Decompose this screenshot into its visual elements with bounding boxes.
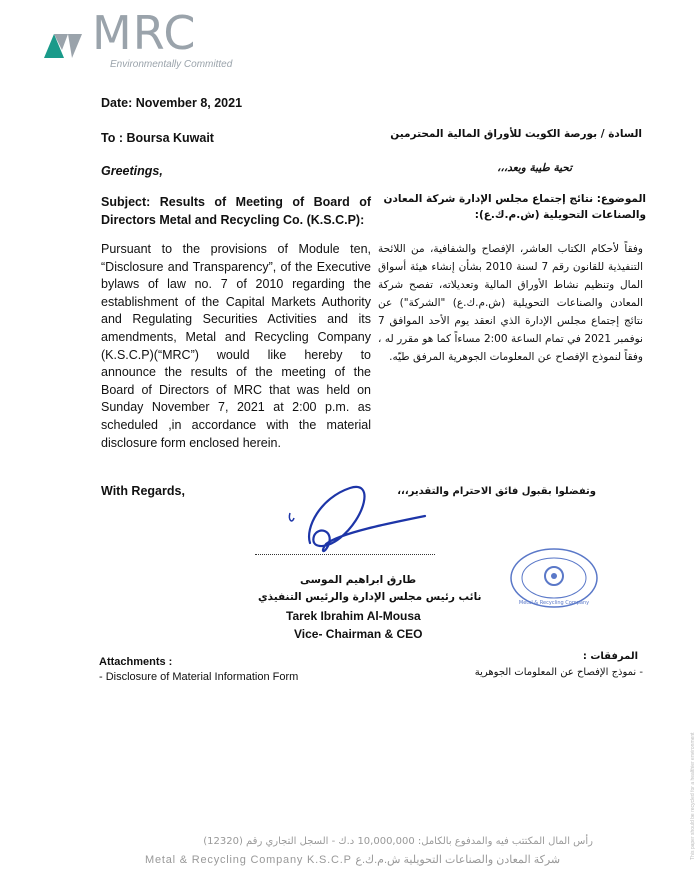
letter-date: Date: November 8, 2021 — [101, 96, 243, 110]
arabic-signatory-name: طارق ابراهيم الموسى — [300, 574, 417, 586]
body-text: Pursuant to the provisions of Module ten, “Disclosure and Transparency”, of the Executive bylaws of law no. 7 of 2010 regarding the establishment of the Capital Markets Authority and Regulating Securities Activities and its amendments, Metal and Recycling Company (K.S.C.P)(“MRC”) would like hereby to announce the results of the meeting of the Board of Directors of MRC that was held on Sunday November 7, 2021 at 2:00 p.m. as scheduled ,in accordance with the material disclosure form enclosed herein. — [101, 242, 371, 450]
stamp-text: Metal & Recycling Company — [518, 600, 590, 606]
attachments-label: Attachments : — [99, 656, 173, 668]
subject: Subject: Results of Meeting of Board of Directors Metal and Recycling Co. (K.S.C.P): — [101, 195, 371, 227]
side-recycle-note: This paper should be recycled for a healthier environment — [690, 732, 696, 860]
footer-capital-line: رأس المال المكتتب فيه والمدفوع بالكامل: 10,000,000 د.ك - السجل التجاري رقم (12320) — [203, 836, 593, 847]
arabic-signatory-title: نائب رئيس مجلس الإدارة والرئيس التنفيذي — [258, 591, 482, 603]
company-stamp — [508, 546, 600, 610]
arabic-attachments-label: المرفقات : — [582, 651, 638, 662]
arabic-greeting: تحية طيبة وبعد،،، — [497, 162, 572, 174]
closing-regards: With Regards, — [101, 484, 185, 498]
arabic-attachment-item: - نموذج الإفصاح عن المعلومات الجوهرية — [474, 667, 643, 678]
logo-tagline: Environmentally Committed — [110, 59, 233, 70]
logo-mark-icon — [42, 20, 90, 60]
greeting: Greetings, — [101, 164, 163, 178]
attachment-item: - Disclosure of Material Information Form — [99, 671, 299, 683]
footer-company-line: Metal & Recycling Company K.S.C.P شركة المعادن والصناعات التحويلية ش.م.ك.ع — [145, 854, 561, 866]
logo-wordmark: MRC — [92, 6, 197, 60]
signatory-name: Tarek Ibrahim Al-Mousa — [286, 609, 421, 623]
signatory-title: Vice- Chairman & CEO — [294, 627, 423, 641]
arabic-subject: الموضوع: نتائج إجتماع مجلس الإدارة شركة المعادن والصناعات التحويلية (ش.م.ك.ع): — [383, 193, 646, 221]
signature-line — [255, 554, 435, 555]
recipient: To : Boursa Kuwait — [101, 131, 214, 145]
arabic-recipient: السادة / بورصة الكويت للأوراق المالية المحترمين — [390, 128, 642, 140]
arabic-body-text: وفقاً لأحكام الكتاب العاشر، الإفصاح والشفافية، من اللائحة التنفيذية للقانون رقم 7 لسنة 2010 بشأن إنشاء هيئة أسواق المال وتنظيم نشاط الأوراق المالية وتعديلاته، تفصح شركة المعادن والصناعات التحويلية (ش.م.ك.ع) "الشركة") عن نتائج إجتماع مجلس الإدارة الذي انعقد يوم الأحد الموافق 7 نوفمبر 2021 في تمام الساعة 2:00 مساءاً كما هو مقرر له ، وفقاً لنموذج الإفصاح عن المعلومات الجوهرية المرفق طيّه. — [378, 243, 643, 363]
arabic-closing-regards: وتفضلوا بقبول فائق الاحترام والتقدير،،، — [397, 486, 596, 497]
